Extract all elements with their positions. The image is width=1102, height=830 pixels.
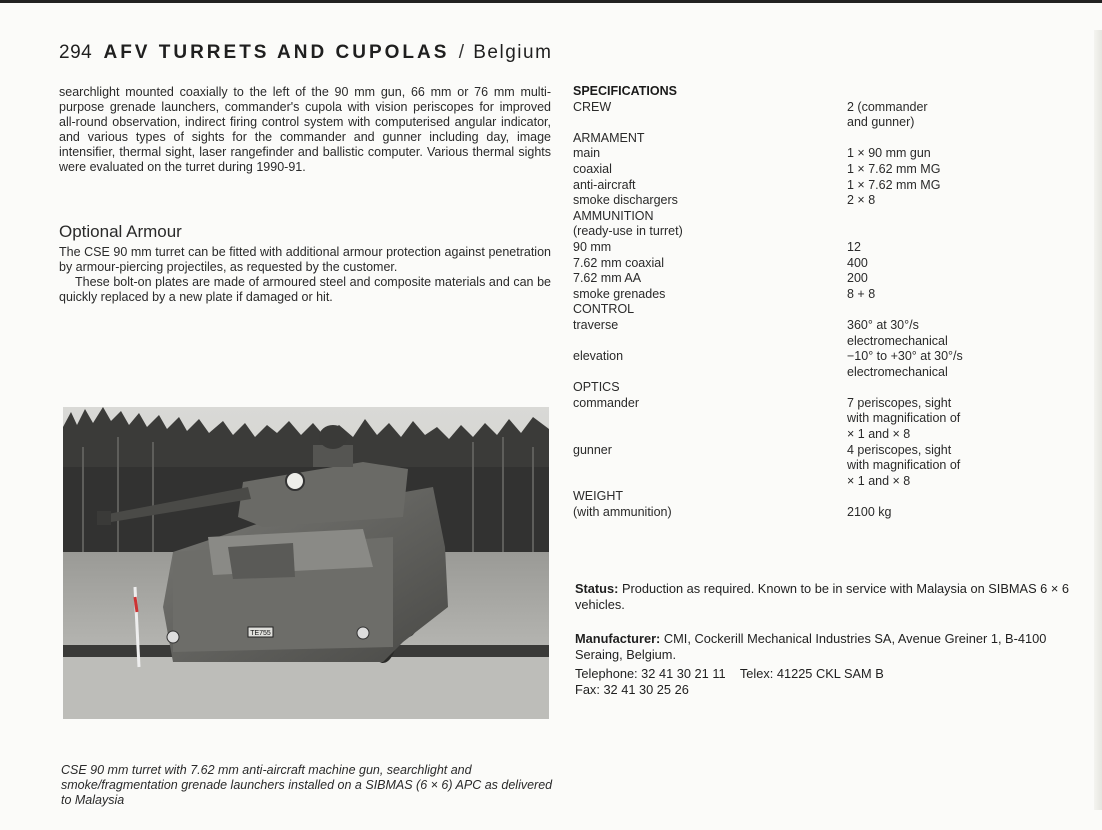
spec-row: [573, 131, 1033, 147]
header-country: Belgium: [473, 42, 553, 63]
spec-label: OPTICS: [573, 380, 620, 395]
telephone: Telephone: 32 41 30 21 11: [575, 666, 726, 681]
spec-value: 200: [847, 271, 868, 286]
spec-value: [847, 131, 1033, 147]
spec-row: [573, 380, 1033, 396]
spec-value: 400: [847, 255, 868, 270]
spec-row: [573, 443, 1033, 490]
spec-label: anti-aircraft: [573, 177, 636, 192]
intro-paragraph: searchlight mounted coaxially to the left of the 90 mm gun, 66 mm or 76 mm multi-purpose grenade launchers, commander's cupola with vision periscopes for improved all-round observation, indirect firing control system with computerised angular indicator, and various types of sights for the commander and gunner including day, image intensifier, thermal sight, laser rangefinder and ballistic computer. Various thermal sights were evaluated on the turret during 1990-91.: [59, 85, 551, 174]
spec-label: AMMUNITION: [573, 208, 654, 223]
spec-label: smoke grenades: [573, 286, 666, 301]
spec-value: [847, 489, 1033, 505]
spec-row: [573, 271, 1033, 287]
spec-value: 1 × 7.62 mm MG: [847, 161, 941, 176]
spec-label: 90 mm: [573, 239, 612, 254]
spec-label: 7.62 mm AA: [573, 271, 642, 286]
vehicle-photo: [63, 407, 549, 719]
spec-row: [573, 100, 1033, 131]
manufacturer-paragraph: [575, 631, 1075, 662]
spec-row: [573, 256, 1033, 272]
optional-armour-text: [59, 245, 551, 305]
spec-row: [573, 162, 1033, 178]
specifications-table: [573, 84, 1033, 521]
armour-paragraph-2: These bolt-on plates are made of armoured steel and composite materials and can be quickly replaced by a new plate if damaged or hit.: [59, 275, 551, 304]
spec-value: [847, 302, 1033, 318]
spec-label: CREW: [573, 99, 612, 114]
spec-value: [847, 224, 1033, 240]
spec-row: [573, 489, 1033, 505]
spec-value: 2 (commander and gunner): [847, 99, 928, 130]
spec-row: [573, 318, 1033, 349]
manufacturer-text: CMI, Cockerill Mechanical Industries SA, Avenue Greiner 1, B-4100 Seraing, Belgium.: [575, 631, 1047, 662]
spec-value: 2 × 8: [847, 193, 876, 208]
spec-rows: [573, 100, 1033, 521]
spec-value: 8 + 8: [847, 286, 876, 301]
plate-text: TE755: [250, 630, 271, 637]
status-label: Status:: [575, 581, 619, 596]
armour-paragraph-1: The CSE 90 mm turret can be fitted with additional armour protection against penetration by armour-piercing projectiles, as requested by the customer.: [59, 245, 551, 274]
spec-row: [573, 349, 1033, 380]
spec-value: 2100 kg: [847, 505, 892, 520]
fax: Fax: 32 41 30 25 26: [575, 681, 689, 697]
spec-label: (with ammunition): [573, 505, 672, 520]
spec-row: [573, 146, 1033, 162]
section-title: AFV TURRETS AND CUPOLAS: [103, 42, 450, 63]
spec-row: [573, 240, 1033, 256]
spec-value: −10° to +30° at 30°/s electromechanical: [847, 349, 963, 379]
spec-row: [573, 302, 1033, 318]
spec-label: 7.62 mm coaxial: [573, 255, 665, 270]
spec-row: [573, 224, 1033, 240]
spec-value: 4 periscopes, sight with magnification of × 1 and × 8: [847, 442, 961, 488]
spec-row: [573, 178, 1033, 194]
spec-label: CONTROL: [573, 302, 635, 317]
photo-caption: CSE 90 mm turret with 7.62 mm anti-aircraft machine gun, searchlight and smoke/fragmentation grenade launchers installed on a SIBMAS (6 × 6) APC as delivered to Malaysia: [61, 763, 553, 807]
running-header: [59, 42, 552, 64]
spec-label: coaxial: [573, 161, 612, 176]
spec-label: smoke dischargers: [573, 193, 678, 208]
spec-label: gunner: [573, 442, 612, 457]
spec-value: 1 × 90 mm gun: [847, 146, 931, 161]
spec-label: commander: [573, 395, 639, 410]
spec-value: [847, 209, 1033, 225]
spec-value: 12: [847, 239, 861, 254]
intro-text: [59, 85, 551, 175]
manufacturer-label: Manufacturer:: [575, 631, 661, 646]
spec-row: [573, 209, 1033, 225]
status-text: Production as required. Known to be in service with Malaysia on SIBMAS 6 × 6 vehicles.: [575, 581, 1069, 612]
optional-armour-heading: Optional Armour: [59, 222, 182, 241]
contact-details: [575, 666, 884, 697]
spec-label: (ready-use in turret): [573, 224, 683, 239]
header-separator: /: [458, 42, 464, 63]
spec-label: elevation: [573, 349, 624, 364]
spec-label: ARMAMENT: [573, 130, 645, 145]
spec-value: 360° at 30°/s electromechanical: [847, 317, 948, 348]
spec-row: [573, 505, 1033, 521]
spec-label: WEIGHT: [573, 489, 623, 504]
spec-value: [847, 380, 1033, 396]
spec-value: 7 periscopes, sight with magnification of × 1 and × 8: [847, 395, 961, 442]
page-edge: [1094, 30, 1102, 810]
status-paragraph: [575, 581, 1075, 612]
top-border: [0, 0, 1102, 3]
spec-label: main: [573, 146, 601, 161]
spec-row: [573, 193, 1033, 209]
specifications-title: SPECIFICATIONS: [573, 84, 677, 98]
spec-row: [573, 287, 1033, 303]
page-number: 294: [59, 42, 93, 63]
spec-row: [573, 396, 1033, 443]
spec-value: 1 × 7.62 mm MG: [847, 177, 941, 192]
telex: Telex: 41225 CKL SAM B: [739, 666, 884, 681]
spec-label: traverse: [573, 317, 619, 332]
